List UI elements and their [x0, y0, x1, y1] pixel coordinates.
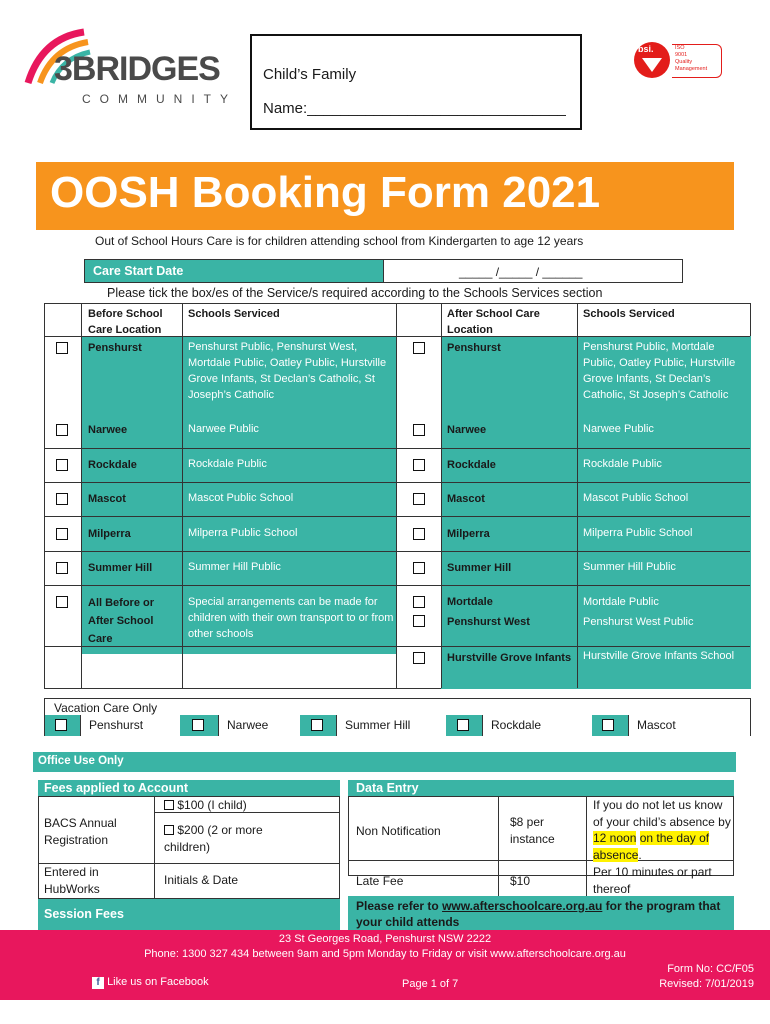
- loc-rockdale-before: Rockdale: [88, 459, 137, 471]
- vacation-care-box: [44, 698, 751, 736]
- program-refer-note: Please refer to www.afterschoolcare.org.au for the program that your child attends: [356, 899, 721, 929]
- schools-mascot-after: Mascot Public School: [583, 492, 689, 504]
- bacs-label: BACS Annual Registration: [44, 816, 117, 847]
- vacation-option-mascot: Mascot: [628, 715, 750, 736]
- checkbox-penshurst-after[interactable]: [413, 342, 425, 354]
- instruction: Please tick the box/es of the Service/s required according to the Schools Services section: [107, 286, 603, 300]
- checkbox-mascot-before[interactable]: [56, 493, 68, 505]
- care-start-label: Care Start Date: [93, 264, 184, 278]
- non-notification-label: Non Notification: [356, 824, 441, 838]
- bsi-text: bsi.: [638, 44, 654, 54]
- schools-penshurst-west-after: Penshurst West Public: [583, 616, 694, 628]
- fee-option-two-children[interactable]: $200 (2 or more children): [164, 823, 263, 854]
- loc-rockdale-after: Rockdale: [447, 459, 496, 471]
- schools-special-arrangements: Special arrangements can be made for children with their own transport to or from other schools: [188, 596, 394, 640]
- name-label: Name:: [263, 100, 308, 117]
- loc-milperra-before: Milperra: [88, 528, 131, 540]
- bsi-label: ISO 9001 Quality Management: [672, 44, 722, 78]
- checkbox-mortdale-after[interactable]: [413, 596, 425, 608]
- schools-penshurst-after: Penshurst Public, Mortdale Public, Oatley Public, Hurstville Grove Infants, St Declan’s Catholic, St Joseph’s Catholic: [583, 341, 736, 401]
- title-banner: [36, 162, 734, 230]
- family-label: Child’s Family: [263, 66, 357, 83]
- schools-mortdale-after: Mortdale Public: [583, 596, 659, 608]
- absence-notice: If you do not let us know of your child’s absence by 12 noon on the day of absence.: [593, 798, 731, 862]
- schools-milperra-before: Milperra Public School: [188, 527, 298, 539]
- checkbox-hurstville-grove-after[interactable]: [413, 652, 425, 664]
- checkbox-rockdale-after[interactable]: [413, 459, 425, 471]
- page-title: OOSH Booking Form 2021: [50, 168, 601, 217]
- bsi-badge: [634, 42, 724, 82]
- facebook-link[interactable]: f Like us on Facebook: [92, 976, 209, 989]
- schools-hurstville-grove-after: Hurstville Grove Infants School: [583, 650, 735, 662]
- loc-mascot-before: Mascot: [88, 493, 126, 505]
- schools-narwee-after: Narwee Public: [583, 423, 654, 435]
- afterschoolcare-link[interactable]: www.afterschoolcare.org.au: [442, 899, 603, 913]
- data-entry-table: [348, 780, 734, 930]
- checkbox-all-before-after[interactable]: [56, 596, 68, 608]
- schools-milperra-after: Milperra Public School: [583, 527, 693, 539]
- facebook-icon: f: [92, 977, 104, 989]
- page-number: Page 1 of 7: [402, 978, 459, 990]
- name-line: _______________________________: [307, 100, 566, 117]
- kitemark-icon: [642, 58, 662, 72]
- schools-summer-hill-before: Summer Hill Public: [188, 561, 281, 573]
- checkbox-vacation-summer-hill[interactable]: [311, 719, 323, 731]
- col-schools-1: Schools Serviced: [188, 308, 280, 320]
- late-fee-label: Late Fee: [356, 874, 404, 888]
- loc-all-before-after: All Before or After School Care: [88, 597, 155, 645]
- loc-penshurst-west-after: Penshurst West: [447, 616, 530, 628]
- loc-summer-hill-after: Summer Hill: [447, 562, 512, 574]
- care-start-label-cell: [84, 259, 384, 283]
- non-notification-fee: $8 per instance: [510, 815, 555, 846]
- loc-mascot-after: Mascot: [447, 493, 485, 505]
- checkbox-summer-hill-before[interactable]: [56, 562, 68, 574]
- care-start-date-field[interactable]: [384, 259, 683, 283]
- schools-rockdale-before: Rockdale Public: [188, 458, 267, 470]
- schools-mascot-before: Mascot Public School: [188, 492, 294, 504]
- vacation-option-summer-hill: Summer Hill: [336, 715, 446, 736]
- schools-rockdale-after: Rockdale Public: [583, 458, 662, 470]
- checkbox-penshurst-west-after[interactable]: [413, 615, 425, 627]
- loc-penshurst-after: Penshurst: [447, 342, 501, 354]
- late-fee-amount: $10: [510, 874, 531, 888]
- services-table: [44, 303, 751, 689]
- entered-hubworks-label: Entered in HubWorks: [44, 865, 100, 896]
- fees-title: Fees applied to Account: [44, 781, 189, 795]
- col-schools-2: Schools Serviced: [583, 308, 675, 320]
- initials-date-label: Initials & Date: [164, 873, 239, 887]
- late-fee-note: Per 10 minutes or part thereof: [593, 865, 712, 896]
- checkbox-milperra-after[interactable]: [413, 528, 425, 540]
- checkbox-vacation-mascot[interactable]: [602, 719, 614, 731]
- checkbox-rockdale-before[interactable]: [56, 459, 68, 471]
- loc-milperra-after: Milperra: [447, 528, 490, 540]
- loc-narwee-after: Narwee: [447, 424, 487, 436]
- logo-bottom-text: COMMUNITY: [82, 92, 237, 106]
- loc-hurstville-grove-after: Hurstville Grove Infants: [447, 652, 572, 664]
- fee-option-one-child[interactable]: $100 (I child): [164, 797, 247, 813]
- checkbox-milperra-before[interactable]: [56, 528, 68, 540]
- vacation-option-narwee: Narwee: [218, 715, 300, 736]
- vacation-option-rockdale: Rockdale: [482, 715, 592, 736]
- vacation-option-penshurst: Penshurst: [80, 715, 180, 736]
- logo-top-text: 3BRIDGES: [54, 50, 220, 88]
- loc-mortdale-after: Mortdale: [447, 596, 493, 608]
- footer-address: 23 St Georges Road, Penshurst NSW 2222: [278, 933, 492, 945]
- checkbox-narwee-before[interactable]: [56, 424, 68, 436]
- family-name-box: [250, 34, 582, 130]
- checkbox-vacation-narwee[interactable]: [192, 719, 204, 731]
- vacation-title: Vacation Care Only: [54, 701, 158, 715]
- footer-revised: Revised: 7/01/2019: [659, 978, 754, 990]
- schools-penshurst-before: Penshurst Public, Penshurst West, Mortdale Public, Oatley Public, Hurstville Grove Infants, St Declan’s Catholic, St Joseph’s Catholic: [188, 341, 387, 401]
- col-before: Before School Care Location: [88, 308, 163, 336]
- office-use-title: Office Use Only: [38, 755, 124, 767]
- logo: [22, 28, 237, 110]
- footer-form-no: Form No: CC/F05: [667, 963, 754, 975]
- loc-summer-hill-before: Summer Hill: [88, 562, 153, 574]
- care-start-date-value: _____ /_____ / ______: [459, 265, 583, 279]
- schools-narwee-before: Narwee Public: [188, 423, 259, 435]
- checkbox-summer-hill-after[interactable]: [413, 562, 425, 574]
- subtitle: Out of School Hours Care is for children attending school from Kindergarten to age 12 years: [95, 234, 584, 248]
- family-name-field[interactable]: [263, 100, 566, 117]
- checkbox-narwee-after[interactable]: [413, 424, 425, 436]
- checkbox-vacation-penshurst[interactable]: [55, 719, 67, 731]
- checkbox-vacation-rockdale[interactable]: [457, 719, 469, 731]
- data-entry-title: Data Entry: [356, 781, 419, 795]
- schools-summer-hill-after: Summer Hill Public: [583, 561, 676, 573]
- footer-phone: Phone: 1300 327 434 between 9am and 5pm Monday to Friday or visit www.afterschoolcare.org.au: [144, 948, 626, 960]
- col-after: After School Care Location: [447, 308, 540, 336]
- footer: [0, 930, 770, 1000]
- checkbox-penshurst-before[interactable]: [56, 342, 68, 354]
- office-use-bar: [33, 752, 736, 772]
- loc-penshurst-before: Penshurst: [88, 342, 142, 354]
- loc-narwee-before: Narwee: [88, 424, 128, 436]
- fees-table: [38, 780, 340, 930]
- checkbox-mascot-after[interactable]: [413, 493, 425, 505]
- session-fees-label: Session Fees: [44, 907, 124, 921]
